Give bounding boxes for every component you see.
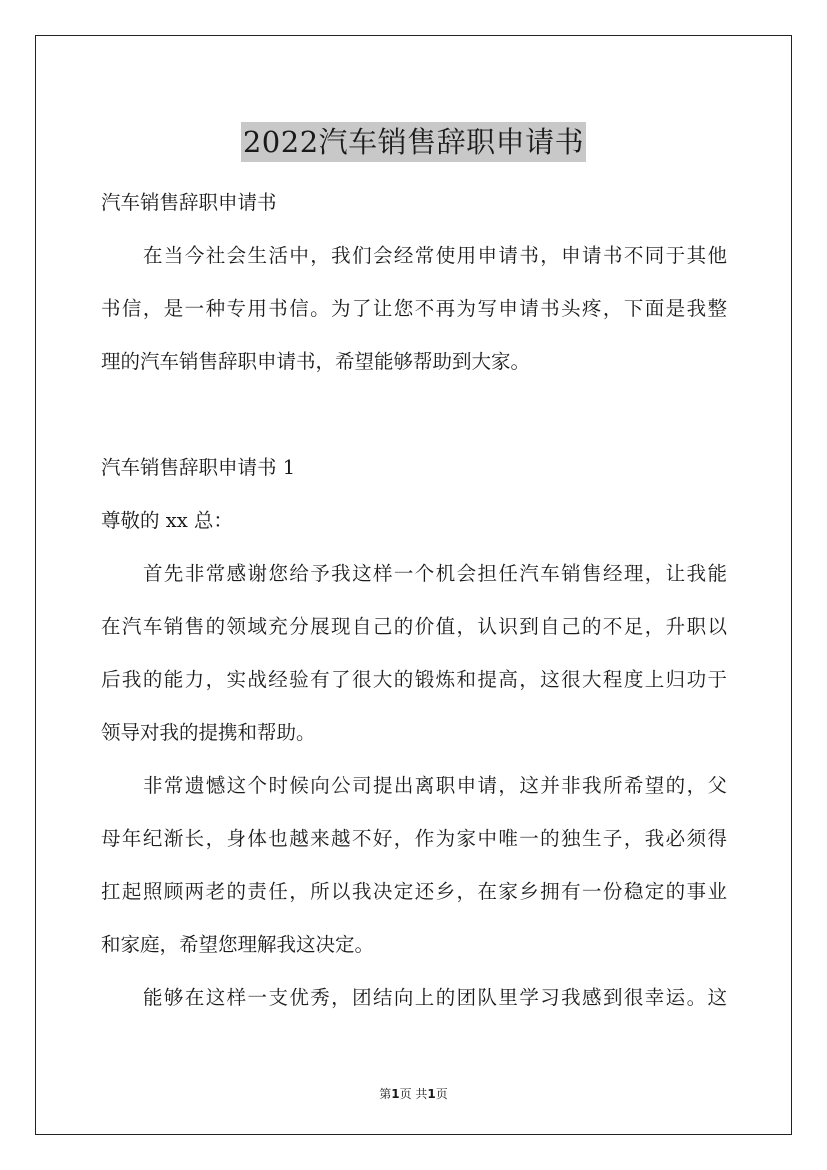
paragraph2-line-2: 母年纪渐长，身体也越来越不好，作为家中唯一的独生子，我必须得	[101, 827, 727, 850]
document-title: 2022汽车销售辞职申请书	[241, 122, 586, 162]
paragraph1-line-1: 首先非常感谢您给予我这样一个机会担任汽车销售经理，让我能	[143, 562, 727, 585]
footer-page-total: 1	[427, 1087, 436, 1101]
intro-line-1: 在当今社会生活中，我们会经常使用申请书，申请书不同于其他	[143, 244, 727, 267]
footer-mid: 页 共	[399, 1087, 428, 1101]
paragraph2-line-4: 和家庭，希望您理解我这决定。	[101, 933, 375, 956]
section-heading: 汽车销售辞职申请书 1	[101, 456, 296, 479]
footer-prefix: 第	[379, 1087, 392, 1101]
paragraph2-line-3: 扛起照顾两老的责任，所以我决定还乡，在家乡拥有一份稳定的事业	[101, 880, 727, 903]
subtitle: 汽车销售辞职申请书	[101, 191, 277, 214]
paragraph1-line-2: 在汽车销售的领域充分展现自己的价值，认识到自己的不足，升职以	[101, 615, 727, 638]
blank-line	[101, 388, 727, 441]
intro-line-2: 书信，是一种专用书信。为了让您不再为写申请书头疼，下面是我整	[101, 297, 727, 320]
paragraph2-line-1: 非常遗憾这个时候向公司提出离职申请，这并非我所希望的，父	[143, 774, 727, 797]
paragraph1-line-4: 领导对我的提携和帮助。	[101, 721, 316, 744]
page-footer	[0, 1085, 827, 1102]
intro-line-3: 理的汽车销售辞职申请书，希望能够帮助到大家。	[101, 350, 531, 373]
paragraph1-line-3: 后我的能力，实战经验有了很大的锻炼和提高，这很大程度上归功于	[101, 668, 727, 691]
document-body	[101, 176, 727, 1024]
salutation: 尊敬的 xx 总：	[101, 509, 233, 532]
title-container	[0, 103, 827, 182]
footer-suffix: 页	[435, 1087, 448, 1101]
paragraph3-line-1: 能够在这样一支优秀，团结向上的团队里学习我感到很幸运。这	[143, 986, 727, 1009]
footer-page-number: 1	[391, 1087, 400, 1101]
